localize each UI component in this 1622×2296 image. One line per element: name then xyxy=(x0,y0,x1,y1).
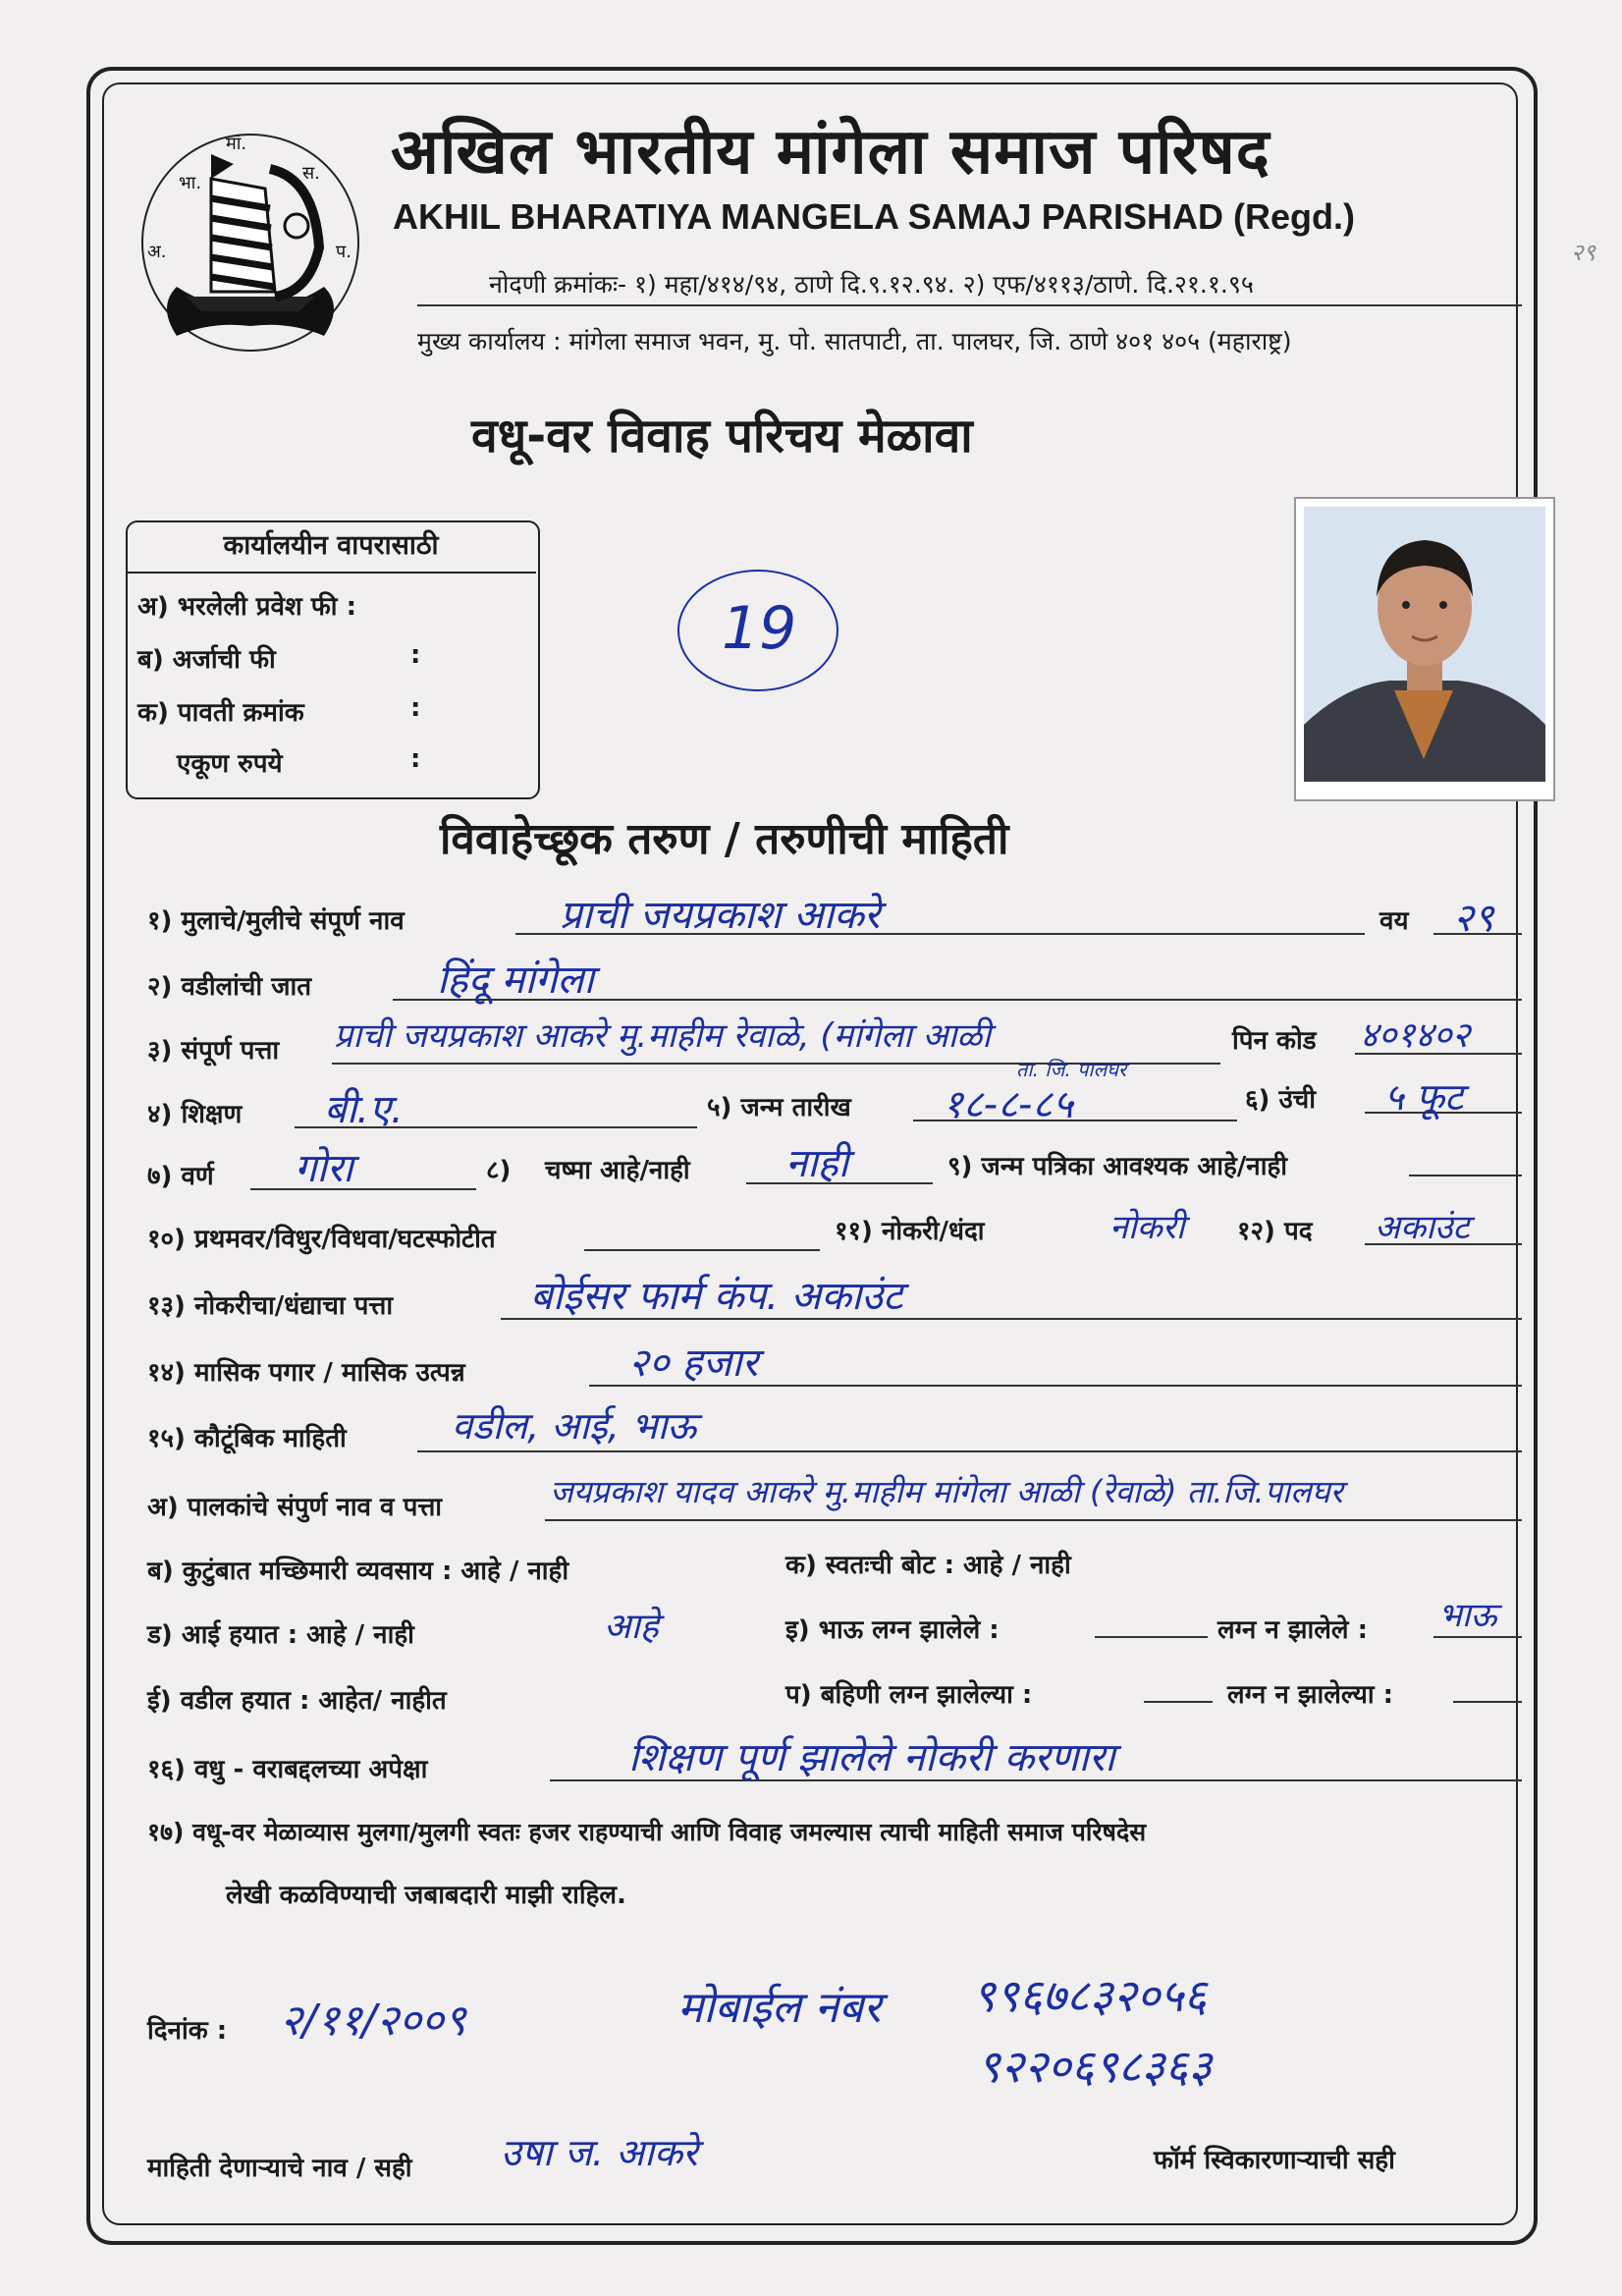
office-row-entry-fee: अ) भरलेली प्रवेश फी : xyxy=(137,592,356,622)
office-row-colon: : xyxy=(410,744,421,774)
headquarters-address: मुख्य कार्यालय : मांगेला समाज भवन, मु. पो. सातपाटी, ता. पालघर, जि. ठाणे ४०१ ४०५ (महाराष्ट्र) xyxy=(417,327,1292,355)
sisters-married-line xyxy=(1144,1701,1213,1703)
field-17-label: १७) वधू-वर मेळाव्यास मुलगा/मुलगी स्वतः हजर राहण्याची आणि विवाह जमल्यास त्याची माहिती समाज परिषदेस xyxy=(147,1818,1147,1846)
svg-text:प.: प. xyxy=(336,242,351,262)
field-5-value[interactable]: १८-८-८५ xyxy=(943,1082,1073,1127)
parents-line xyxy=(545,1519,1522,1521)
informant-signature[interactable]: उषा ज. आकरे xyxy=(501,2131,698,2174)
field-14-label: १४) मासिक पगार / मासिक उत्पन्न xyxy=(147,1358,465,1388)
office-row-colon: : xyxy=(410,640,421,670)
field-14-value[interactable]: २० हजार xyxy=(628,1340,758,1386)
field-2-label: २) वडीलांची जात xyxy=(147,972,312,1002)
registration-number: नोदणी क्रमांकः- १) महा/४१४/९४, ठाणे दि.९.१२.९४. २) एफ/४११३/ठाणे. दि.२१.१.९५ xyxy=(489,270,1254,299)
svg-text:अ.: अ. xyxy=(147,242,167,262)
fishing-business-label: ब) कुटुंबात मच्छिमारी व्यवसाय : आहे / नाही xyxy=(147,1557,569,1586)
field-1-label: १) मुलाचे/मुलीचे संपूर्ण नाव xyxy=(147,906,405,936)
sisters-unmarried-label: लग्न न झालेल्या : xyxy=(1227,1680,1394,1710)
ship-logo-icon xyxy=(118,110,383,375)
field-3-label: ३) संपूर्ण पत्ता xyxy=(147,1036,280,1066)
field-13-label: १३) नोकरीचा/धंद्याचा पत्ता xyxy=(147,1291,394,1321)
field-10-line xyxy=(584,1249,820,1251)
org-title-marathi: अखिल भारतीय मांगेला समाज परिषद xyxy=(391,116,1271,189)
age-label: वय xyxy=(1379,906,1409,936)
sisters-married-label: प) बहिणी लग्न झालेल्या : xyxy=(785,1680,1033,1710)
field-2-value[interactable]: हिंदू मांगेला xyxy=(437,957,594,1003)
mother-alive-label: ड) आई हयात : आहे / नाही xyxy=(147,1620,414,1650)
brothers-married-line xyxy=(1095,1636,1208,1638)
office-row-colon: : xyxy=(410,693,421,723)
age-value[interactable]: २९ xyxy=(1453,896,1494,941)
office-row-receipt-no: क) पावती क्रमांक xyxy=(137,698,304,728)
section-title: विवाहेच्छूक तरुण / तरुणीची माहिती xyxy=(440,814,1009,864)
applicant-photo xyxy=(1294,497,1555,801)
mother-alive-value[interactable]: आहे xyxy=(604,1607,659,1647)
informant-label: माहिती देणाऱ्याचे नाव / सही xyxy=(147,2154,412,2183)
field-13-value[interactable]: बोईसर फार्म कंप. अकाउंट xyxy=(530,1274,903,1319)
org-title-english: AKHIL BHARATIYA MANGELA SAMAJ PARISHAD (Regd.) xyxy=(393,196,1356,237)
field-4-label: ४) शिक्षण xyxy=(147,1100,243,1129)
field-5-label: ५) जन्म तारीख xyxy=(707,1093,851,1122)
parents-label: अ) पालकांचे संपुर्ण नाव व पत्ता xyxy=(147,1493,443,1522)
field-8-label: ८) xyxy=(486,1156,512,1185)
serial-number: 19 xyxy=(722,594,797,663)
pin-label: पिन कोड xyxy=(1232,1026,1317,1056)
field-4-value[interactable]: बी.ए. xyxy=(324,1087,404,1132)
field-15-label: १५) कौटूंबिक माहिती xyxy=(147,1424,347,1453)
field-7-line xyxy=(250,1188,476,1190)
date-label: दिनांक : xyxy=(147,2016,228,2046)
field-3-value[interactable]: प्राची जयप्रकाश आकरे मु.माहीम रेवाळे, (मांगेला आळी xyxy=(334,1016,992,1056)
field-12-label: १२) पद xyxy=(1237,1217,1313,1246)
field-7-value[interactable]: गोरा xyxy=(295,1146,353,1191)
date-value[interactable]: २/११/२००९ xyxy=(280,1995,466,2046)
mobile-number-2[interactable]: ९२२०६९८३६३ xyxy=(977,2040,1213,2093)
brothers-unmarried-label: लग्न न झालेले : xyxy=(1217,1615,1368,1645)
svg-text:स.: स. xyxy=(302,163,320,184)
field-1-value[interactable]: प्राची जयप्रकाश आकरे xyxy=(560,893,881,938)
margin-note: २९ xyxy=(1571,239,1595,266)
svg-text:भा.: भा. xyxy=(179,173,202,193)
field-16-value[interactable]: शिक्षण पूर्ण झालेले नोकरी करणारा xyxy=(628,1735,1115,1780)
field-9-label: ९) जन्म पत्रिका आवश्यक आहे/नाही xyxy=(947,1152,1287,1181)
brothers-unmarried-value[interactable]: भाऊ xyxy=(1438,1596,1497,1635)
event-title: वधू-वर विवाह परिचय मेळावा xyxy=(471,409,973,464)
field-10-label: १०) प्रथमवर/विधुर/विधवा/घटस्फोटीत xyxy=(147,1225,496,1254)
field-11-label: ११) नोकरी/धंदा xyxy=(835,1217,985,1246)
field-9-line xyxy=(1409,1175,1522,1176)
header-divider xyxy=(417,304,1522,306)
brothers-married-label: इ) भाऊ लग्न झालेले : xyxy=(785,1615,1000,1645)
mobile-label: मोबाईल नंबर xyxy=(677,1983,882,2033)
office-row-total: एकूण रुपये xyxy=(177,749,283,779)
brothers-unmarried-line xyxy=(1433,1636,1522,1638)
field-16-label: १६) वधु - वराबद्दलच्या अपेक्षा xyxy=(147,1755,428,1784)
field-17-label-line2: लेखी कळविण्याची जबाबदारी माझी राहिल. xyxy=(226,1881,626,1910)
own-boat-label: क) स्वतःची बोट : आहे / नाही xyxy=(785,1551,1071,1580)
field-7-label: ७) वर्ण xyxy=(147,1162,214,1191)
office-row-application-fee: ब) अर्जाची फी xyxy=(137,645,276,675)
field-6-label: ६) उंची xyxy=(1245,1085,1316,1115)
field-8-text: चष्मा आहे/नाही xyxy=(545,1156,690,1185)
receiver-signature-label: फॉर्म स्विकारणाऱ्याची सही xyxy=(1154,2146,1395,2175)
field-15-value[interactable]: वडील, आई, भाऊ xyxy=(452,1404,697,1448)
father-alive-label: ई) वडील हयात : आहेत/ नाहीत xyxy=(147,1686,447,1716)
svg-text:मां.: मां. xyxy=(226,134,247,154)
sisters-unmarried-line xyxy=(1453,1701,1522,1703)
field-12-value[interactable]: अकाउंट xyxy=(1375,1208,1470,1247)
pin-value[interactable]: ४०१४०२ xyxy=(1360,1015,1471,1056)
field-15-line xyxy=(417,1450,1522,1452)
office-use-heading: कार्यालयीन वापरासाठी xyxy=(126,520,536,574)
field-8-value[interactable]: नाही xyxy=(785,1141,849,1186)
field-3-value-line2[interactable]: ता. जि. पालघर xyxy=(1016,1058,1127,1081)
mobile-number-1[interactable]: ९९६७८३२०५६ xyxy=(972,1969,1208,2022)
parents-value[interactable]: जयप्रकाश यादव आकरे मु.माहीम मांगेला आळी (रेवाळे) ता.जि.पालघर xyxy=(550,1473,1343,1510)
field-11-value[interactable]: नोकरी xyxy=(1109,1208,1185,1247)
field-6-value[interactable]: ५ फूट xyxy=(1384,1075,1464,1119)
